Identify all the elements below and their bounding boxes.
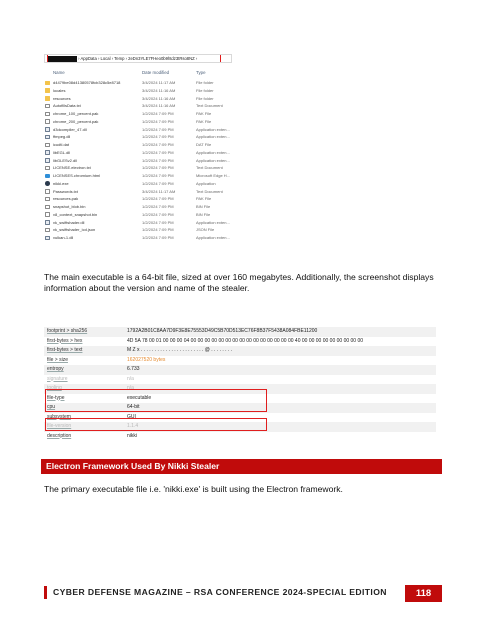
property-key[interactable]: file-type xyxy=(47,394,65,401)
file-name: resources.pak xyxy=(53,196,79,202)
file-name: vk_swiftshader_icd.json xyxy=(53,227,96,233)
page-number: 118 xyxy=(405,585,442,602)
file-row[interactable] xyxy=(44,226,434,234)
file-type: DAT File xyxy=(196,142,212,147)
property-value: 64-bit xyxy=(127,404,140,410)
file-type: JSON File xyxy=(196,227,215,233)
file-type: Text Document xyxy=(196,165,223,171)
paragraph-executable-info: The main executable is a 64-bit file, sized at over 160 megabytes. Additionally, the screenshot displays information about the version and name of the stealer. xyxy=(44,272,434,294)
property-key[interactable]: cpu xyxy=(47,404,56,410)
highlight-box-filetype-cpu xyxy=(45,389,267,412)
file-type: Application exten... xyxy=(196,157,230,163)
file-icon xyxy=(45,143,50,148)
property-value: 4D 5A 78 00 01 00 00 00 04 00 00 00 00 00 00 00 00 00 00 00 00 00 00 00 40 00 00 00 00 00 00 00 00 00 xyxy=(127,337,364,344)
property-value: executable xyxy=(127,394,152,401)
file-type: Microsoft Edge H... xyxy=(196,173,231,178)
property-value: 1792A2B01C8AA7D9F3E8E75553D49C5B70D513EC76F8B37F5438A084FBE11200 xyxy=(127,328,318,334)
file-row[interactable] xyxy=(44,219,434,227)
file-name: Passwords.txt xyxy=(53,188,78,194)
file-type: File folder xyxy=(196,87,214,93)
property-key[interactable]: first-bytes > text xyxy=(47,347,83,353)
file-type: PAK File xyxy=(196,111,212,116)
paragraph-electron: The primary executable file i.e. 'nikki.exe' is built using the Electron framework. xyxy=(44,484,343,494)
file-date: 1/2/2024 7:09 PM xyxy=(142,126,174,132)
file-row[interactable] xyxy=(44,164,434,172)
file-name: snapshot_blob.bin xyxy=(53,204,86,209)
dll-icon xyxy=(45,150,50,155)
file-row[interactable] xyxy=(44,180,434,188)
file-date: 3/4/2024 11:16 AM xyxy=(142,95,176,101)
file-name: v8_context_snapshot.bin xyxy=(53,211,98,217)
file-row[interactable] xyxy=(44,95,434,103)
file-date: 3/4/2024 11:17 AM xyxy=(142,188,176,194)
property-row xyxy=(44,432,436,442)
address-bar xyxy=(44,54,232,63)
file-row[interactable] xyxy=(44,211,434,219)
property-key[interactable]: signature xyxy=(47,375,68,382)
file-row[interactable] xyxy=(44,203,434,211)
property-value: 6.733 xyxy=(127,366,140,372)
file-row[interactable] xyxy=(44,172,434,180)
file-row[interactable] xyxy=(44,87,434,95)
folder-icon xyxy=(45,81,50,86)
column-header-type: Type xyxy=(196,70,206,75)
file-type: File folder xyxy=(196,80,214,85)
file-name: libGLESv2.dll xyxy=(53,157,78,163)
dll-icon xyxy=(45,158,50,163)
file-row[interactable] xyxy=(44,157,434,165)
file-type: Application exten... xyxy=(196,149,230,155)
property-value: 1.1.4 xyxy=(127,423,139,429)
property-row xyxy=(44,356,436,366)
address-highlight-box xyxy=(47,54,221,63)
file-date: 1/2/2024 7:09 PM xyxy=(142,196,174,202)
file-row[interactable] xyxy=(44,110,434,118)
property-value: M Z x . . . . . . . . . . . . . . . . . . . . . . . @ . . . . . . . . xyxy=(127,347,233,353)
file-date: 1/2/2024 7:09 PM xyxy=(142,211,174,217)
property-value: nikki xyxy=(127,432,138,439)
file-type: PAK File xyxy=(196,118,212,124)
file-icon xyxy=(45,119,50,124)
file-name: d4479be08d41380578fcb328c5e8718 xyxy=(53,80,121,85)
file-date: 1/2/2024 7:09 PM xyxy=(142,219,174,225)
file-icon xyxy=(45,197,50,202)
dll-icon xyxy=(45,220,50,225)
file-row[interactable] xyxy=(44,141,434,149)
file-date: 1/2/2024 7:09 PM xyxy=(142,204,174,209)
file-type: Text Document xyxy=(196,103,223,109)
file-row[interactable] xyxy=(44,188,434,196)
properties-screenshot xyxy=(44,322,436,442)
file-date: 1/2/2024 7:09 PM xyxy=(142,157,174,163)
file-row[interactable] xyxy=(44,149,434,157)
highlight-box-description xyxy=(45,418,267,431)
file-date: 3/4/2024 11:16 AM xyxy=(142,87,176,93)
file-type: BIN File xyxy=(196,211,211,217)
property-value: n/a xyxy=(127,385,134,391)
file-type: File folder xyxy=(196,95,214,101)
property-key[interactable]: tooling xyxy=(47,385,62,391)
file-name: LICENSE.electron.txt xyxy=(53,165,91,171)
file-date: 1/2/2024 7:09 PM xyxy=(142,134,174,140)
file-name: resources xyxy=(53,95,71,101)
file-icon xyxy=(45,189,50,194)
property-value: GUI xyxy=(127,413,136,420)
file-date: 1/2/2024 7:09 PM xyxy=(142,235,174,240)
file-icon xyxy=(45,228,50,233)
file-date: 1/2/2024 7:09 PM xyxy=(142,111,174,116)
file-row[interactable] xyxy=(44,102,434,110)
dll-icon xyxy=(45,236,50,241)
explorer-screenshot xyxy=(44,54,434,268)
file-date: 3/4/2024 11:16 AM xyxy=(142,103,176,109)
file-name: nikki.exe xyxy=(53,180,69,186)
property-key[interactable]: file > size xyxy=(47,356,68,363)
dll-icon xyxy=(45,135,50,140)
file-name: d3dcompiler_47.dll xyxy=(53,126,87,132)
file-name: locales xyxy=(53,87,66,93)
file-row[interactable] xyxy=(44,133,434,141)
column-header-date: Date modified xyxy=(142,70,170,75)
file-type: Application exten... xyxy=(196,126,230,132)
file-name: ffmpeg.dll xyxy=(53,134,71,140)
property-key[interactable]: entropy xyxy=(47,366,64,372)
file-name: AutofillsData.txt xyxy=(53,103,81,109)
file-type: Application exten... xyxy=(196,219,230,225)
property-value: 162027520 bytes xyxy=(127,356,166,363)
property-key[interactable]: subsystem xyxy=(47,413,71,420)
file-icon xyxy=(45,212,50,217)
app-icon xyxy=(45,181,50,186)
property-key[interactable]: footprint > sha256 xyxy=(47,328,88,334)
file-name: chrome_200_percent.pak xyxy=(53,118,99,124)
file-icon xyxy=(45,112,50,117)
file-date: 1/2/2024 7:09 PM xyxy=(142,173,174,178)
property-key[interactable]: file-version xyxy=(47,423,72,429)
file-row[interactable] xyxy=(44,195,434,203)
file-date: 1/2/2024 7:09 PM xyxy=(142,165,174,171)
file-type: BIN File xyxy=(196,204,211,209)
file-date: 1/2/2024 7:09 PM xyxy=(142,142,174,147)
file-row[interactable] xyxy=(44,234,434,242)
section-header: Electron Framework Used By Nikki Stealer xyxy=(41,459,442,474)
footer-title: CYBER DEFENSE MAGAZINE – RSA CONFERENCE 2024-SPECIAL EDITION xyxy=(53,587,387,597)
file-date: 3/4/2024 11:17 AM xyxy=(142,80,176,85)
file-row[interactable] xyxy=(44,79,434,87)
column-header-name: Name xyxy=(53,70,65,75)
property-key[interactable]: first-bytes > hex xyxy=(47,337,83,344)
property-row xyxy=(44,337,436,347)
file-icon xyxy=(45,205,50,210)
file-row[interactable] xyxy=(44,126,434,134)
edge-icon xyxy=(45,174,50,179)
dll-icon xyxy=(45,127,50,132)
folder-icon xyxy=(45,88,50,93)
file-type: Text Document xyxy=(196,188,223,194)
footer-accent-bar xyxy=(44,586,47,599)
file-type: Application xyxy=(196,180,216,186)
file-name: vulkan-1.dll xyxy=(53,235,74,240)
property-value: n/a xyxy=(127,375,134,382)
property-row xyxy=(44,327,436,337)
file-type: Application exten... xyxy=(196,235,230,240)
property-row xyxy=(44,346,436,356)
file-name: vk_swiftshader.dll xyxy=(53,219,85,225)
property-key[interactable]: description xyxy=(47,432,72,439)
file-name: libEGL.dll xyxy=(53,149,71,155)
file-date: 1/2/2024 7:09 PM xyxy=(142,149,174,155)
file-type: PAK File xyxy=(196,196,212,202)
file-type: Application exten... xyxy=(196,134,230,140)
file-date: 1/2/2024 7:09 PM xyxy=(142,227,174,233)
file-row[interactable] xyxy=(44,118,434,126)
address-path: › AppData › Local › Temp › 2eDn3YLE7FHeo0b9htdz3tRso8NZ › xyxy=(78,56,198,61)
file-name: chrome_100_percent.pak xyxy=(53,111,99,116)
file-icon xyxy=(45,104,50,109)
property-row xyxy=(44,375,436,385)
property-row xyxy=(44,365,436,375)
file-name: LICENSES.chromium.html xyxy=(53,173,101,178)
file-date: 1/2/2024 7:09 PM xyxy=(142,180,174,186)
file-name: icudtl.dat xyxy=(53,142,70,147)
file-icon xyxy=(45,166,50,171)
file-date: 1/2/2024 7:09 PM xyxy=(142,118,174,124)
folder-icon xyxy=(45,96,50,101)
file-list xyxy=(44,79,434,242)
